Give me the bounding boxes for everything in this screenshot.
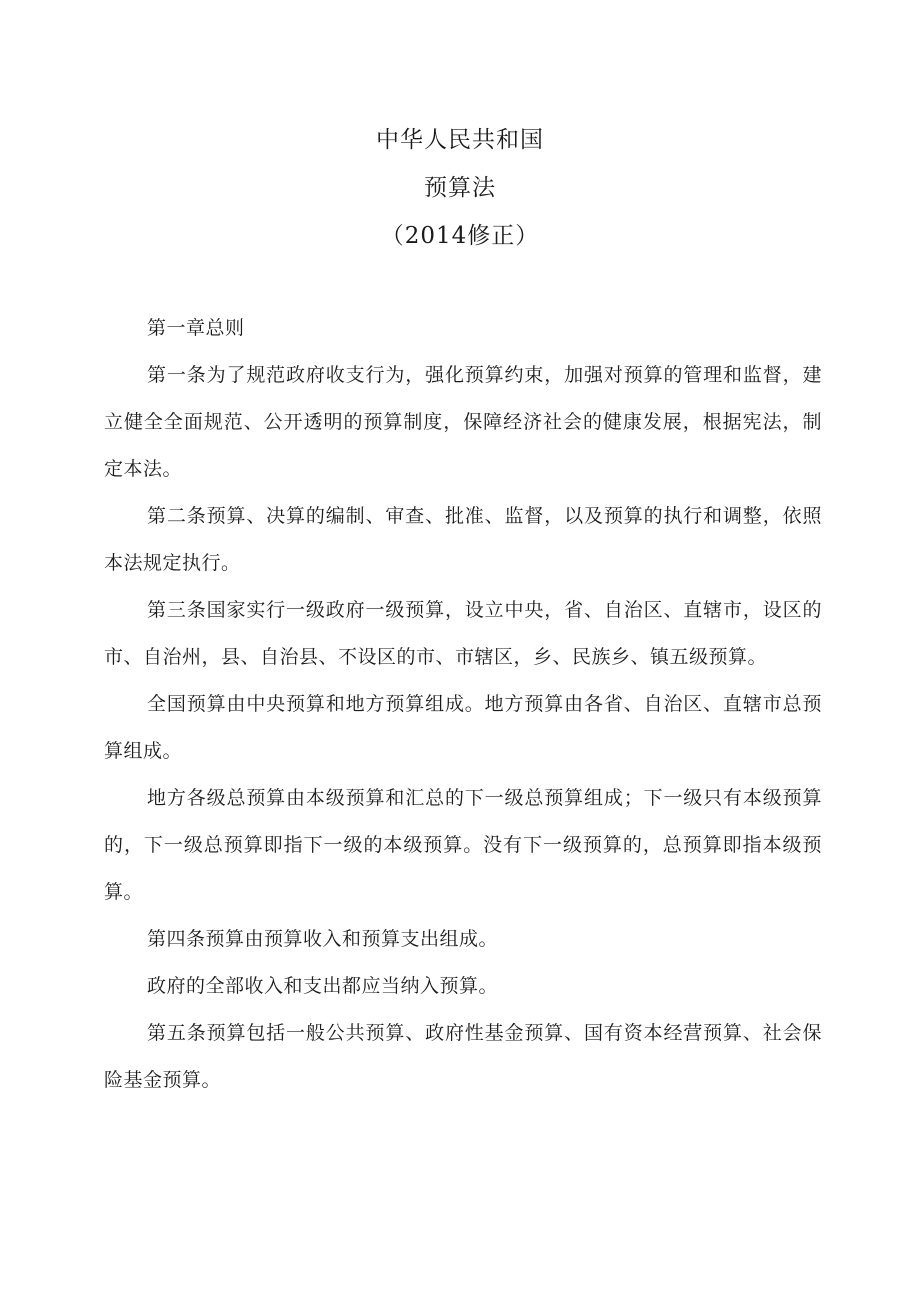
title-line-2: 预算法 bbox=[424, 175, 496, 201]
article-3-paragraph-3: 地方各级总预算由本级预算和汇总的下一级总预算组成；下一级只有本级预算的，下一级总预算即指下一级的本级预算。没有下一级预算的，总预算即指本级预算。 bbox=[104, 787, 822, 903]
article-2: 第二条预算、决算的编制、审查、批准、监督，以及预算的执行和调整，依照本法规定执行。 bbox=[104, 505, 822, 574]
article-4: 第四条预算由预算收入和预算支出组成。 bbox=[147, 928, 499, 950]
title-line-3: （2014修正） bbox=[380, 223, 540, 249]
article-3-paragraph-2: 全国预算由中央预算和地方预算组成。地方预算由各省、自治区、直辖市总预算组成。 bbox=[104, 693, 822, 762]
article-3: 第三条国家实行一级政府一级预算，设立中央，省、自治区、直辖市，设区的市、自治州，县、自治县、不设区的市、市辖区，乡、民族乡、镇五级预算。 bbox=[104, 599, 822, 668]
chapter-heading: 第一章总则 bbox=[147, 317, 245, 339]
document-body bbox=[104, 305, 822, 1104]
article-5: 第五条预算包括一般公共预算、政府性基金预算、国有资本经营预算、社会保险基金预算。 bbox=[104, 1022, 822, 1091]
article-1: 第一条为了规范政府收支行为，强化预算约束，加强对预算的管理和监督，建立健全全面规范、公开透明的预算制度，保障经济社会的健康发展，根据宪法，制定本法。 bbox=[104, 364, 822, 480]
title-line-1: 中华人民共和国 bbox=[376, 127, 544, 153]
article-4-paragraph-2: 政府的全部收入和支出都应当纳入预算。 bbox=[147, 975, 499, 997]
